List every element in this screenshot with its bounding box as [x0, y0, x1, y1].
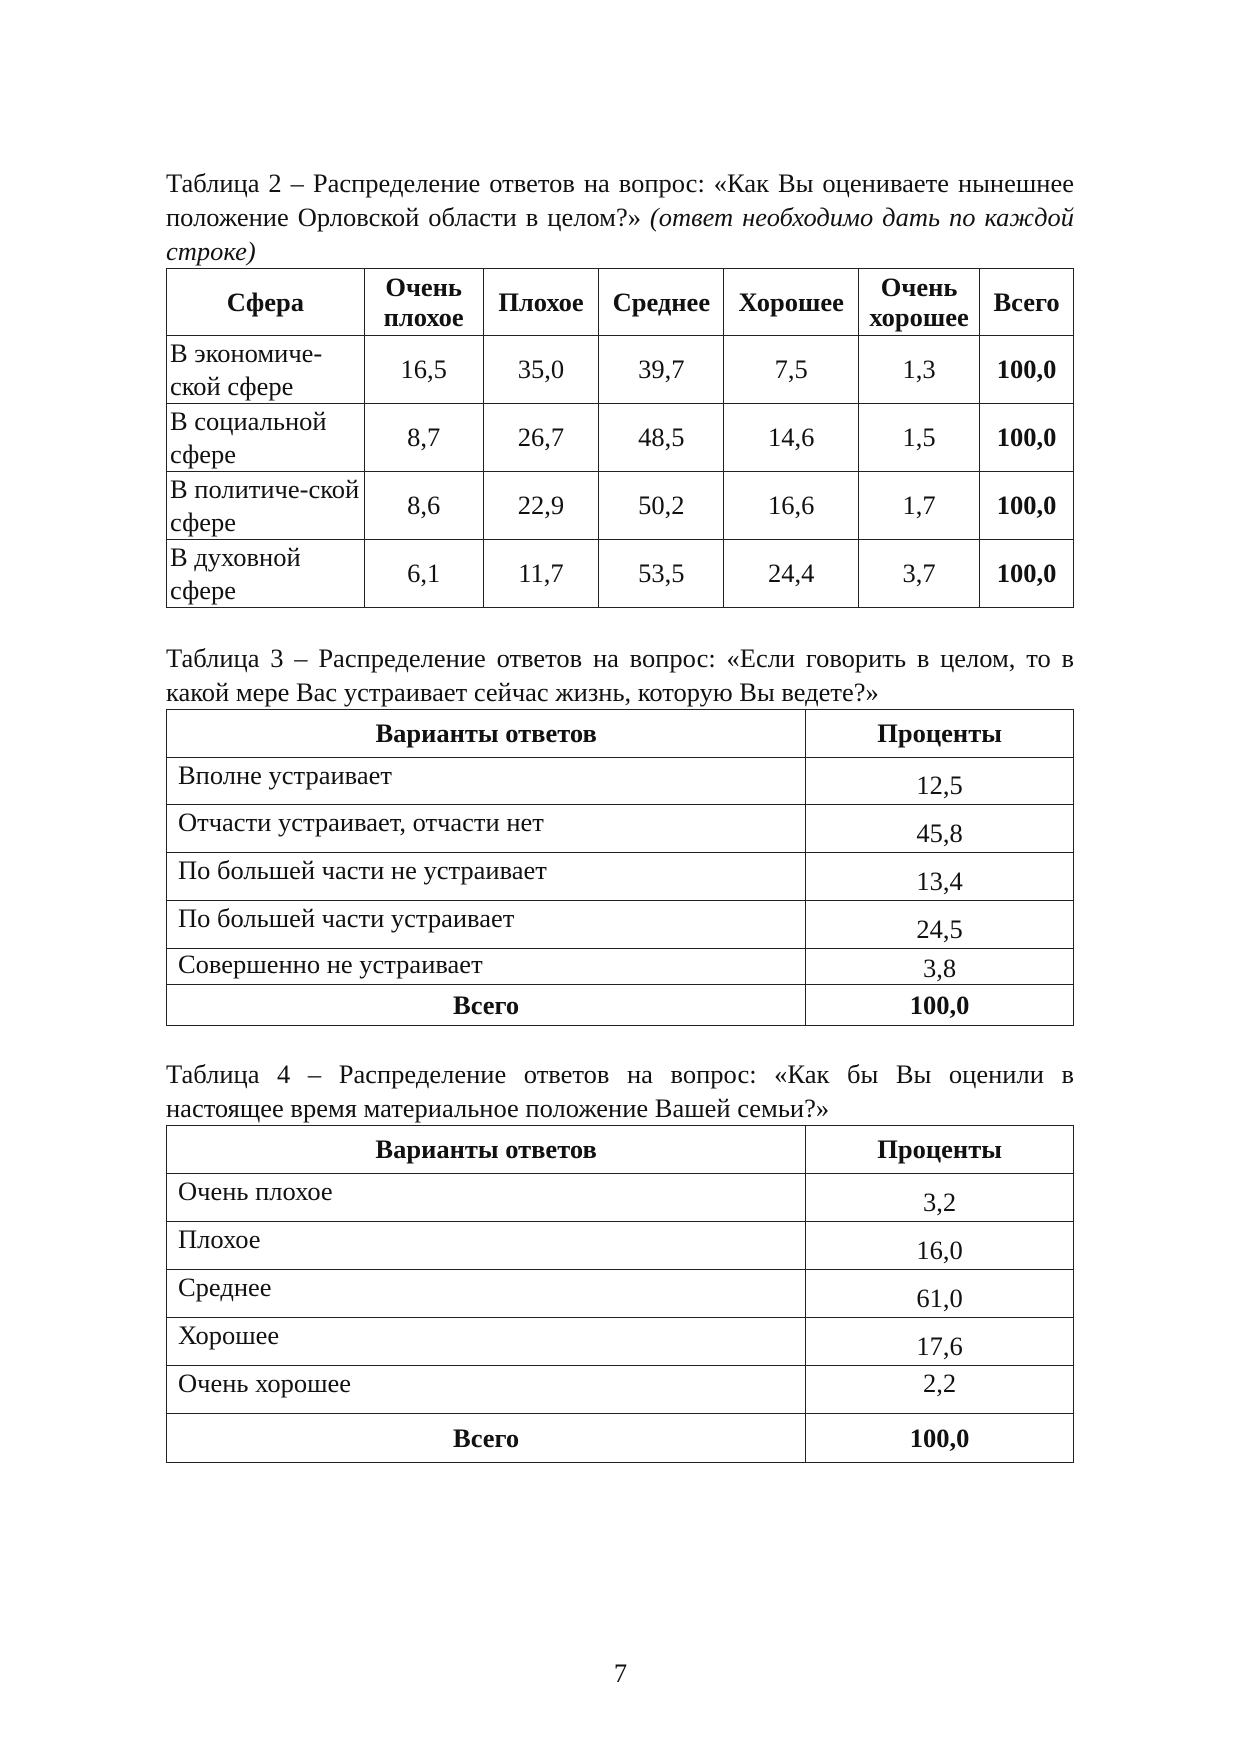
answer-label: Очень плохое [167, 1174, 806, 1222]
table-row [167, 1318, 1074, 1366]
answer-label: Совершенно не устраивает [167, 949, 806, 985]
table3-caption: Таблица 3 – Распределение ответов на вопрос: «Если говорить в целом, то в какой мере Вас устраивает сейчас жизнь, которую Вы ведете?» [166, 643, 1074, 707]
table2-header-cell: Очень плохое [364, 269, 483, 336]
value-cell: 26,7 [483, 404, 599, 472]
table-row [167, 540, 1074, 608]
answer-label: По большей части устраивает [167, 901, 806, 949]
table2-caption-note: (ответ необходимо дать по каждой строке) [166, 202, 1074, 266]
table-row [167, 472, 1074, 540]
answer-percent: 3,2 [806, 1174, 1074, 1222]
answer-percent: 24,5 [806, 901, 1074, 949]
table4-header-cell: Проценты [806, 1126, 1074, 1174]
total-cell: 100,0 [980, 540, 1074, 608]
total-cell: 100,0 [980, 472, 1074, 540]
table3-header-row [167, 710, 1074, 758]
table2 [166, 268, 1074, 608]
table-row [167, 1270, 1074, 1318]
table2-header-cell: Плохое [483, 269, 599, 336]
total-label: Всего [167, 1414, 806, 1463]
answer-percent: 2,2 [806, 1366, 1074, 1414]
value-cell: 1,3 [859, 336, 980, 404]
value-cell: 8,7 [364, 404, 483, 472]
answer-percent: 61,0 [806, 1270, 1074, 1318]
answer-percent: 17,6 [806, 1318, 1074, 1366]
total-row [167, 985, 1074, 1026]
table4 [166, 1125, 1074, 1463]
value-cell: 35,0 [483, 336, 599, 404]
answer-label: Очень хорошее [167, 1366, 806, 1414]
table3-header-cell: Варианты ответов [167, 710, 806, 758]
answer-percent: 45,8 [806, 805, 1074, 853]
value-cell: 3,7 [859, 540, 980, 608]
table4-header-row [167, 1126, 1074, 1174]
total-value: 100,0 [806, 1414, 1074, 1463]
total-label: Всего [167, 985, 806, 1026]
table4-header-cell: Варианты ответов [167, 1126, 806, 1174]
table-row [167, 949, 1074, 985]
table2-header-cell: Очень хорошее [859, 269, 980, 336]
value-cell: 53,5 [599, 540, 724, 608]
value-cell: 14,6 [724, 404, 859, 472]
value-cell: 11,7 [483, 540, 599, 608]
answer-percent: 13,4 [806, 853, 1074, 901]
value-cell: 16,6 [724, 472, 859, 540]
table-row [167, 758, 1074, 805]
table2-caption [166, 166, 1074, 268]
sphere-cell: В социальной сфере [167, 404, 365, 472]
answer-label: Хорошее [167, 1318, 806, 1366]
value-cell: 6,1 [364, 540, 483, 608]
table4-caption: Таблица 4 – Распределение ответов на вопрос: «Как бы Вы оценили в настоящее время материальное положение Вашей семьи?» [166, 1059, 1074, 1123]
table-row [167, 901, 1074, 949]
document-page [166, 166, 1074, 1463]
table-row [167, 1366, 1074, 1414]
table-row [167, 1174, 1074, 1222]
sphere-cell: В экономиче-ской сфере [167, 336, 365, 404]
table3-header-cell: Проценты [806, 710, 1074, 758]
page-number: 7 [613, 1658, 628, 1688]
answer-percent: 12,5 [806, 758, 1074, 805]
table-row [167, 404, 1074, 472]
table2-header-row [167, 269, 1074, 336]
table2-header-cell: Сфера [167, 269, 365, 336]
sphere-cell: В духовной сфере [167, 540, 365, 608]
table2-header-cell: Хорошее [724, 269, 859, 336]
table-row [167, 1222, 1074, 1270]
table-row [167, 805, 1074, 853]
answer-percent: 3,8 [806, 949, 1074, 985]
answer-percent: 16,0 [806, 1222, 1074, 1270]
total-value: 100,0 [806, 985, 1074, 1026]
value-cell: 39,7 [599, 336, 724, 404]
value-cell: 48,5 [599, 404, 724, 472]
table2-caption-main: Таблица 2 – Распределение ответов на вопрос: «Как Вы оцениваете нынешнее положение Орловской области в целом?» [166, 168, 1074, 232]
total-cell: 100,0 [980, 404, 1074, 472]
total-cell: 100,0 [980, 336, 1074, 404]
table2-header-cell: Всего [980, 269, 1074, 336]
answer-label: Плохое [167, 1222, 806, 1270]
answer-label: Вполне устраивает [167, 758, 806, 805]
answer-label: Среднее [167, 1270, 806, 1318]
value-cell: 1,7 [859, 472, 980, 540]
sphere-cell: В политиче-ской сфере [167, 472, 365, 540]
value-cell: 24,4 [724, 540, 859, 608]
total-row [167, 1414, 1074, 1463]
table3 [166, 709, 1074, 1026]
value-cell: 50,2 [599, 472, 724, 540]
value-cell: 16,5 [364, 336, 483, 404]
table-row [167, 336, 1074, 404]
value-cell: 1,5 [859, 404, 980, 472]
table2-header-cell: Среднее [599, 269, 724, 336]
table-row [167, 853, 1074, 901]
value-cell: 8,6 [364, 472, 483, 540]
value-cell: 22,9 [483, 472, 599, 540]
value-cell: 7,5 [724, 336, 859, 404]
answer-label: Отчасти устраивает, отчасти нет [167, 805, 806, 853]
answer-label: По большей части не устраивает [167, 853, 806, 901]
